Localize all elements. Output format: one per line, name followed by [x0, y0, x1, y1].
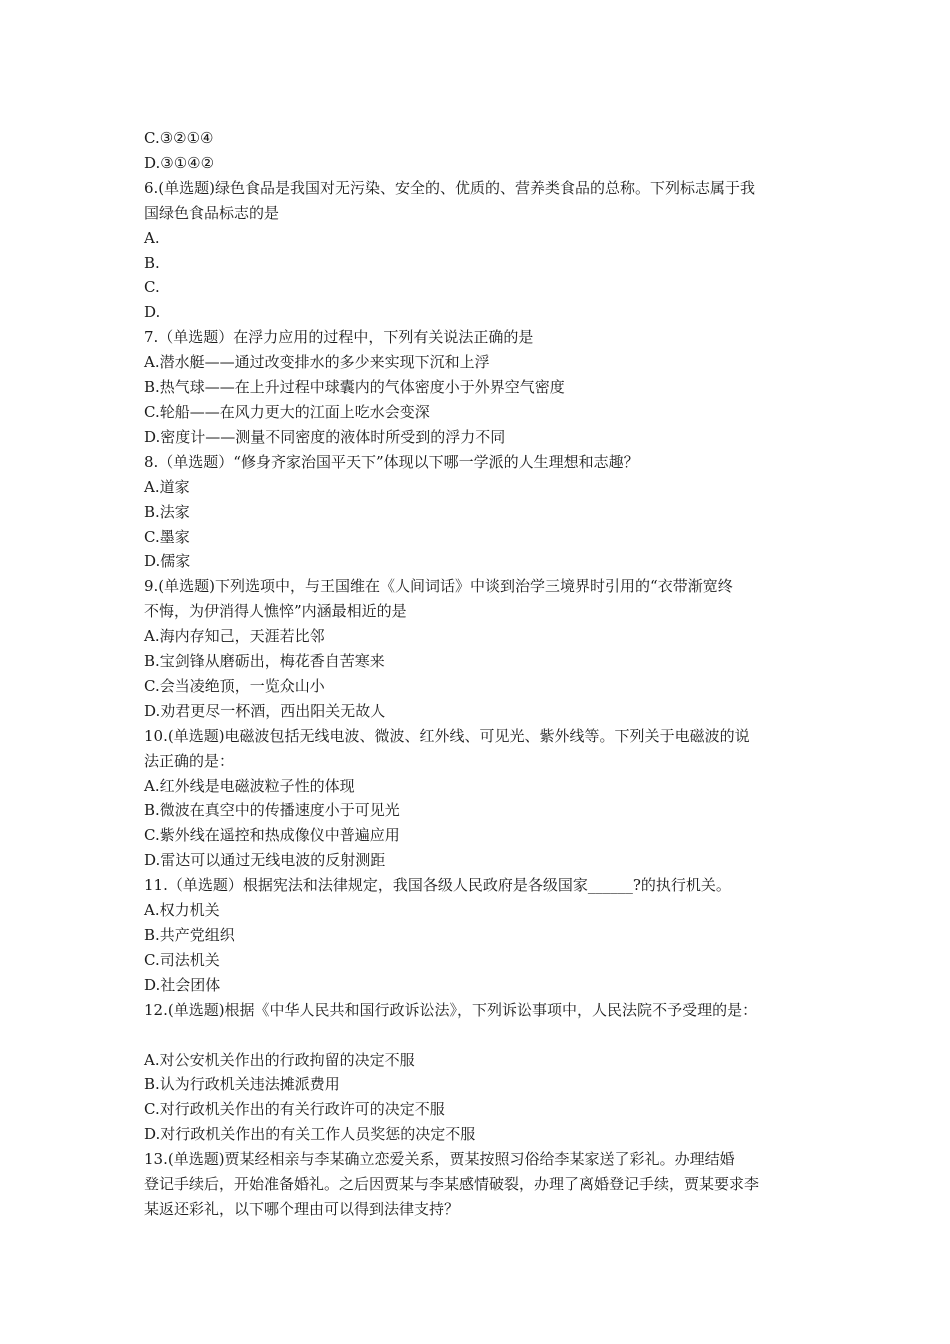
question-stem: 6.(单选题)绿色食品是我国对无污染、安全的、优质的、营养类食品的总称。下列标志属于我: [144, 178, 756, 197]
question-stem: 7.（单选题）在浮力应用的过程中，下列有关说法正确的是: [144, 328, 534, 347]
option-line: B.热气球——在上升过程中球囊内的气体密度小于外界空气密度: [144, 378, 565, 397]
question-stem: 9.(单选题)下列选项中，与王国维在《人间词话》中谈到治学三境界时引用的“衣带渐宽终: [144, 577, 733, 596]
option-line: C.轮船——在风力更大的江面上吃水会变深: [144, 402, 430, 421]
question-stem: 10.(单选题)电磁波包括无线电波、微波、红外线、可见光、紫外线等。下列关于电磁波的说: [144, 726, 750, 745]
question-stem: 不悔，为伊消得人憔悴”内涵最相近的是: [144, 602, 407, 621]
question-stem: 法正确的是：: [144, 751, 235, 770]
option-line: D.对行政机关作出的有关工作人员奖惩的决定不服: [144, 1125, 476, 1144]
option-line: C.墨家: [144, 527, 190, 546]
option-line: C.: [144, 278, 160, 297]
option-line: D.密度计——测量不同密度的液体时所受到的浮力不同: [144, 427, 506, 446]
question-stem: 11.（单选题）根据宪法和法律规定，我国各级人民政府是各级国家______?的执行机关。: [144, 876, 731, 895]
option-line: D.儒家: [144, 552, 191, 571]
option-line: B.微波在真空中的传播速度小于可见光: [144, 801, 400, 820]
option-line: C.司法机关: [144, 950, 220, 969]
option-line: C.③②①④: [144, 129, 214, 147]
question-stem: 国绿色食品标志的是: [144, 203, 280, 222]
question-stem: 13.(单选题)贾某经相亲与李某确立恋爱关系，贾某按照习俗给李某家送了彩礼。办理结婚: [144, 1150, 735, 1169]
question-stem: 12.(单选题)根据《中华人民共和国行政诉讼法》，下列诉讼事项中，人民法院不予受理的是：: [144, 1000, 758, 1019]
option-line: A.潜水艇——通过改变排水的多少来实现下沉和上浮: [144, 353, 490, 372]
option-line: B.共产党组织: [144, 926, 235, 944]
option-line: A.海内存知己，天涯若比邻: [144, 627, 325, 646]
option-line: B.: [144, 253, 160, 272]
option-line: D.社会团体: [144, 975, 221, 994]
option-line: A.权力机关: [144, 901, 220, 920]
option-line: D.劝君更尽一杯酒，西出阳关无故人: [144, 701, 386, 720]
question-stem: 8.（单选题）“修身齐家治国平天下”体现以下哪一学派的人生理想和志趣？: [144, 452, 639, 471]
option-line: D.③①④②: [144, 153, 215, 172]
option-line: A.: [144, 228, 160, 247]
option-line: D.雷达可以通过无线电波的反射测距: [144, 851, 386, 870]
option-line: C.对行政机关作出的有关行政许可的决定不服: [144, 1100, 445, 1119]
question-stem: 登记手续后，开始准备婚礼。之后因贾某与李某感情破裂，办理了离婚登记手续，贾某要求李: [144, 1175, 760, 1194]
option-line: B.宝剑锋从磨砺出，梅花香自苦寒来: [144, 652, 385, 671]
blank-line: [144, 1023, 814, 1048]
option-line: A.红外线是电磁波粒子性的体现: [144, 776, 355, 795]
option-line: B.法家: [144, 502, 190, 521]
option-line: B.认为行政机关违法摊派费用: [144, 1075, 340, 1094]
question-stem: 某返还彩礼，以下哪个理由可以得到法律支持？: [144, 1199, 460, 1218]
option-line: C.紫外线在遥控和热成像仪中普遍应用: [144, 826, 400, 845]
document-page: [144, 126, 814, 1222]
option-line: A.对公安机关作出的行政拘留的决定不服: [144, 1050, 415, 1069]
option-line: A.道家: [144, 477, 190, 496]
option-line: D.: [144, 303, 161, 322]
option-line: C.会当凌绝顶，一览众山小: [144, 676, 325, 695]
